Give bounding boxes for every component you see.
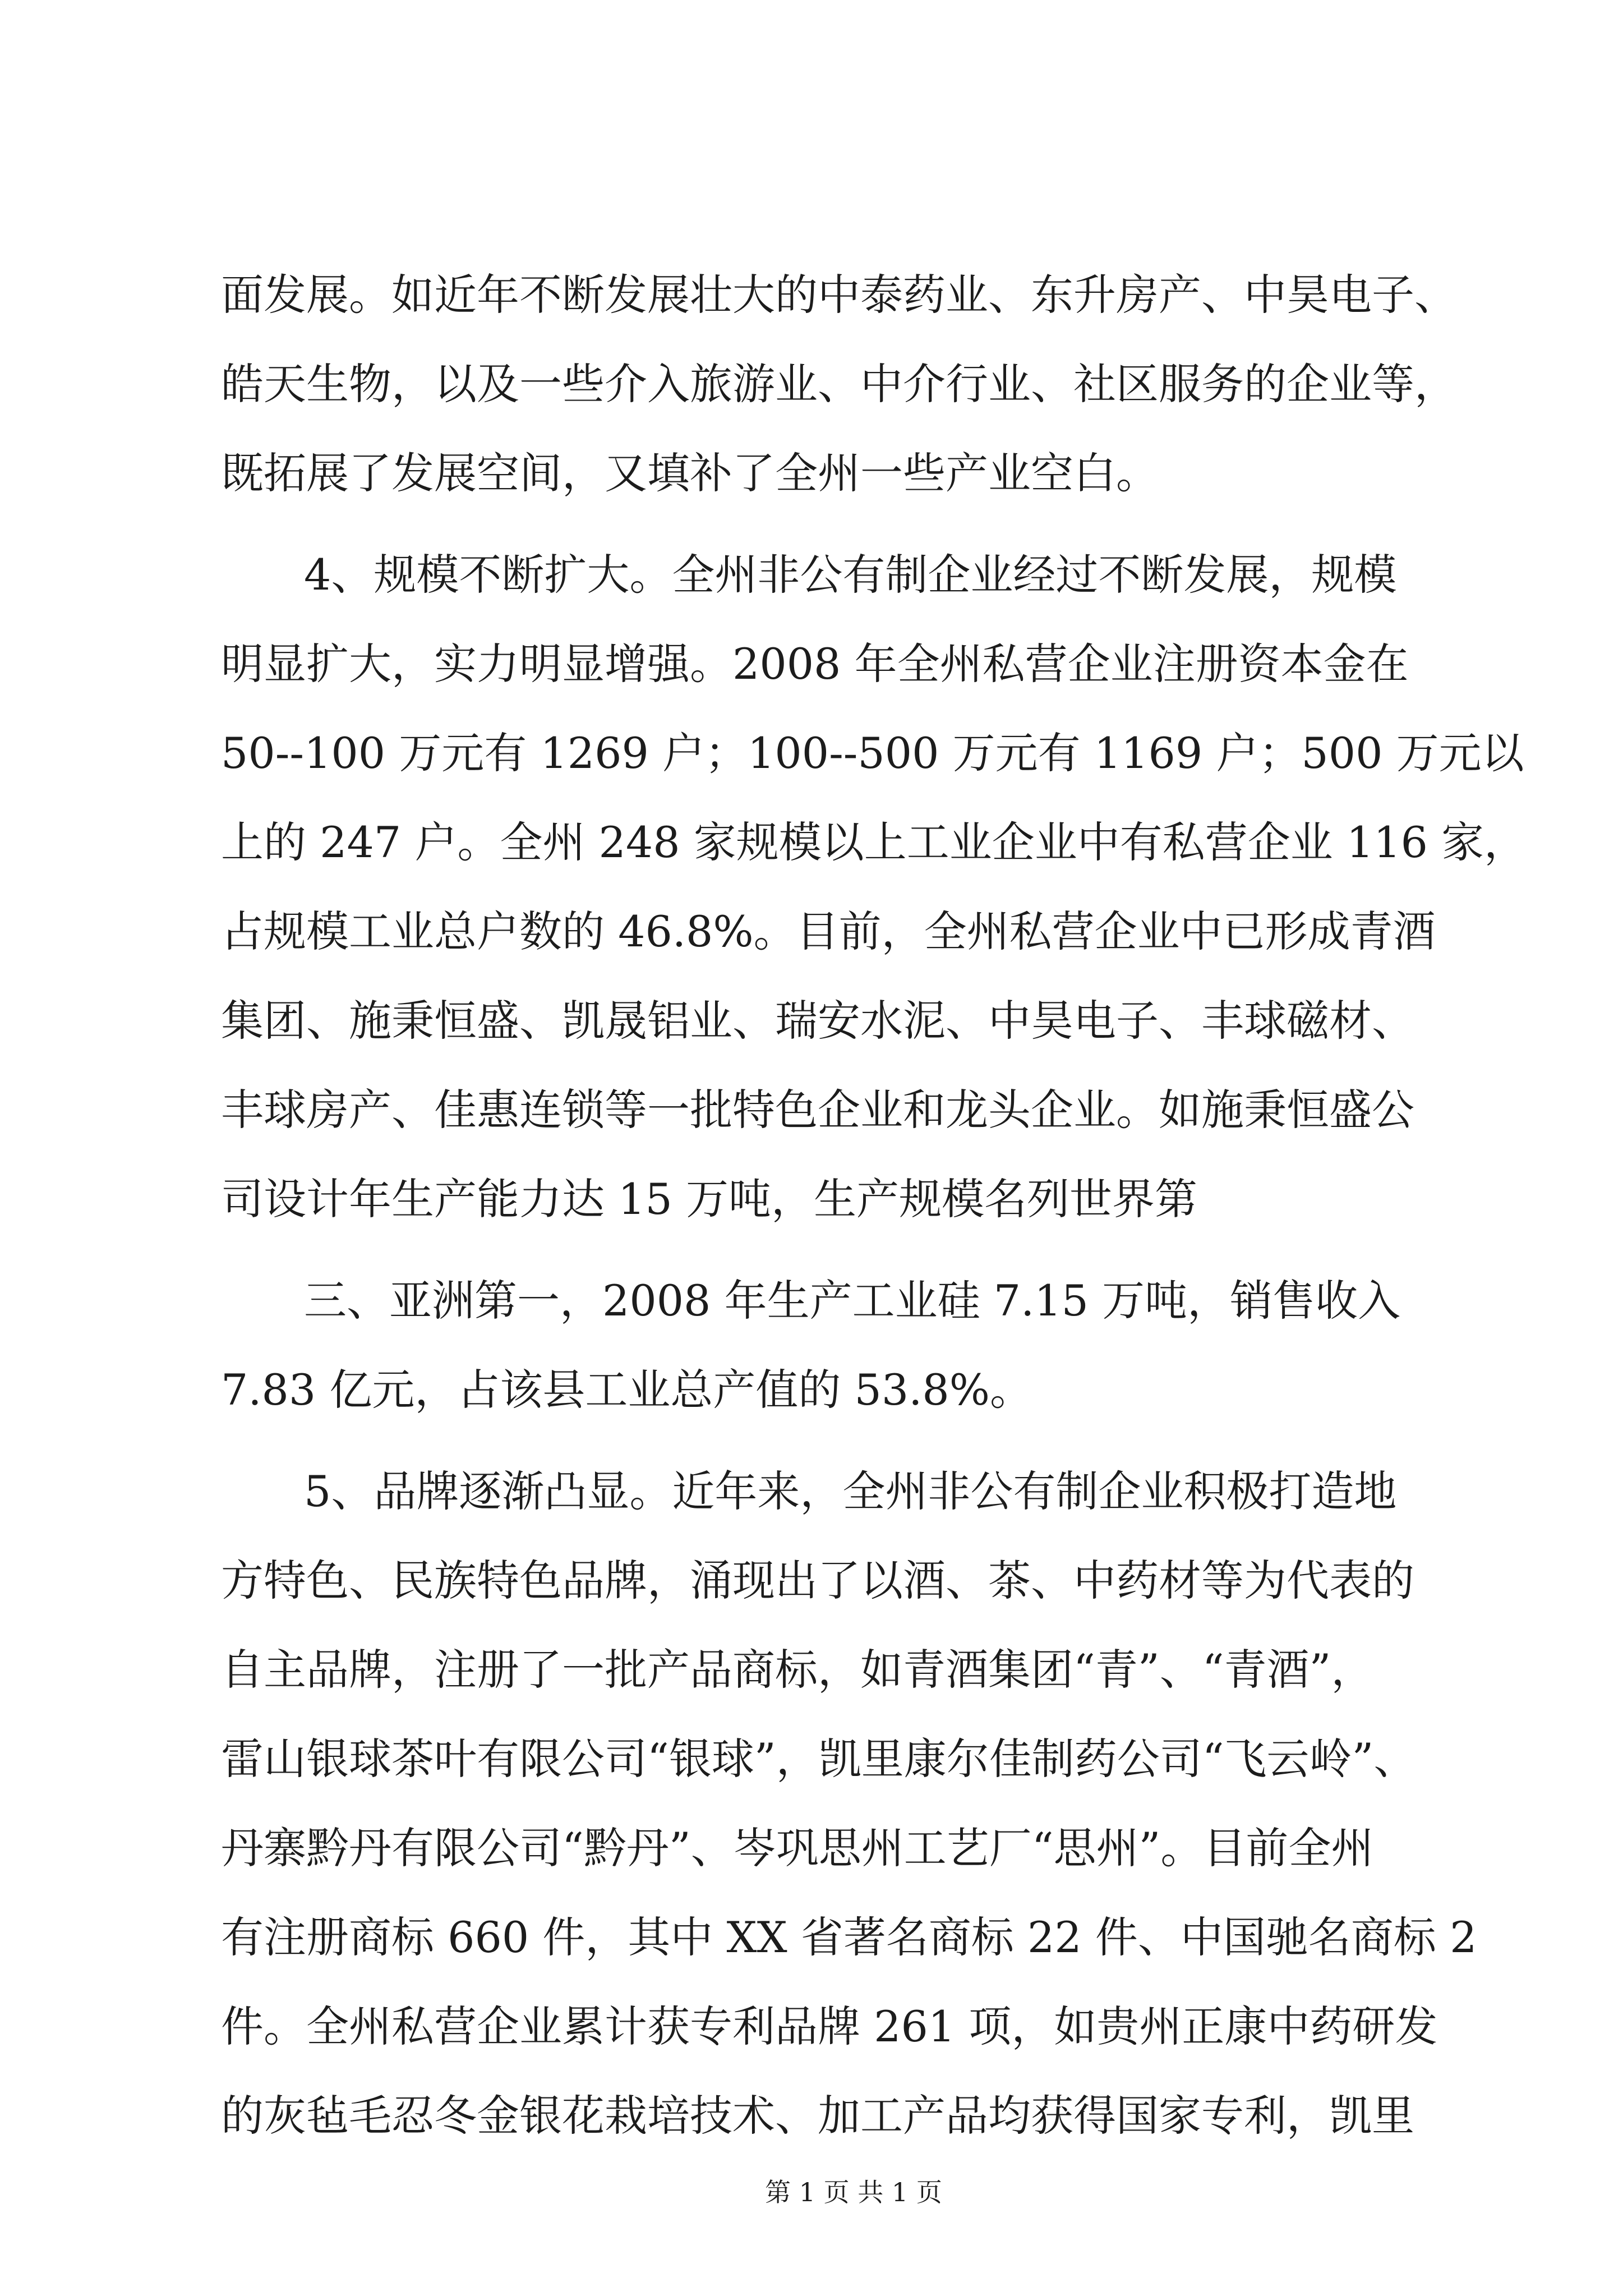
text-line: 7.83 亿元，占该县工业总产值的 53.8%。 (221, 1365, 1032, 1415)
text-line: 明显扩大，实力明显增强。2008 年全州私营企业注册资本金在 (221, 639, 1409, 689)
text-line: 5、品牌逐渐凸显。近年来，全州非公有制企业积极打造地 (304, 1466, 1397, 1516)
text-line: 50--100 万元有 1269 户；100--500 万元有 1169 户；500 万元以 (221, 728, 1524, 778)
document-body (221, 250, 1544, 2160)
paragraph-asia-first (221, 1256, 1544, 1434)
text-line: 方特色、民族特色品牌，涌现出了以酒、茶、中药材等为代表的 (221, 1556, 1414, 1605)
text-line: 皓天生物，以及一些介入旅游业、中介行业、社区服务的企业等， (221, 359, 1457, 409)
text-line: 有注册商标 660 件，其中 XX 省著名商标 22 件、中国驰名商标 2 (221, 1912, 1477, 1962)
text-line: 的灰毡毛忍冬金银花栽培技术、加工产品均获得国家专利，凯里 (221, 2091, 1414, 2141)
text-line: 三、亚洲第一，2008 年生产工业硅 7.15 万吨，销售收入 (304, 1276, 1401, 1326)
text-line: 面发展。如近年不断发展壮大的中泰药业、东升房产、中昊电子、 (221, 270, 1457, 320)
paragraph-scale-expansion (221, 530, 1544, 1244)
text-line: 既拓展了发展空间，又填补了全州一些产业空白。 (221, 448, 1159, 498)
text-line: 丹寨黔丹有限公司“黔丹”、岑巩思州工艺厂“思州”。目前全州 (221, 1823, 1374, 1873)
page-footer: 第 1 页 共 1 页 (765, 2177, 942, 2207)
text-line: 司设计年生产能力达 15 万吨，生产规模名列世界第 (221, 1174, 1198, 1224)
text-line: 集团、施秉恒盛、凯晟铝业、瑞安水泥、中昊电子、丰球磁材、 (221, 996, 1414, 1046)
text-line: 自主品牌，注册了一批产品商标，如青酒集团“青”、“青酒”， (221, 1645, 1374, 1695)
text-line: 上的 247 户。全州 248 家规模以上工业企业中有私营企业 116 家， (221, 817, 1527, 867)
text-line: 4、规模不断扩大。全州非公有制企业经过不断发展，规模 (304, 550, 1397, 600)
text-line: 占规模工业总户数的 46.8%。目前，全州私营企业中已形成青酒 (221, 907, 1436, 956)
paragraph-continuation (221, 250, 1544, 518)
text-line: 件。全州私营企业累计获专利品牌 261 项，如贵州正康中药研发 (221, 2001, 1438, 2051)
text-line: 丰球房产、佳惠连锁等一批特色企业和龙头企业。如施秉恒盛公 (221, 1085, 1414, 1135)
text-line: 雷山银球茶叶有限公司“银球”，凯里康尔佳制药公司“飞云岭”、 (221, 1734, 1417, 1784)
paragraph-brands (221, 1447, 1544, 2160)
